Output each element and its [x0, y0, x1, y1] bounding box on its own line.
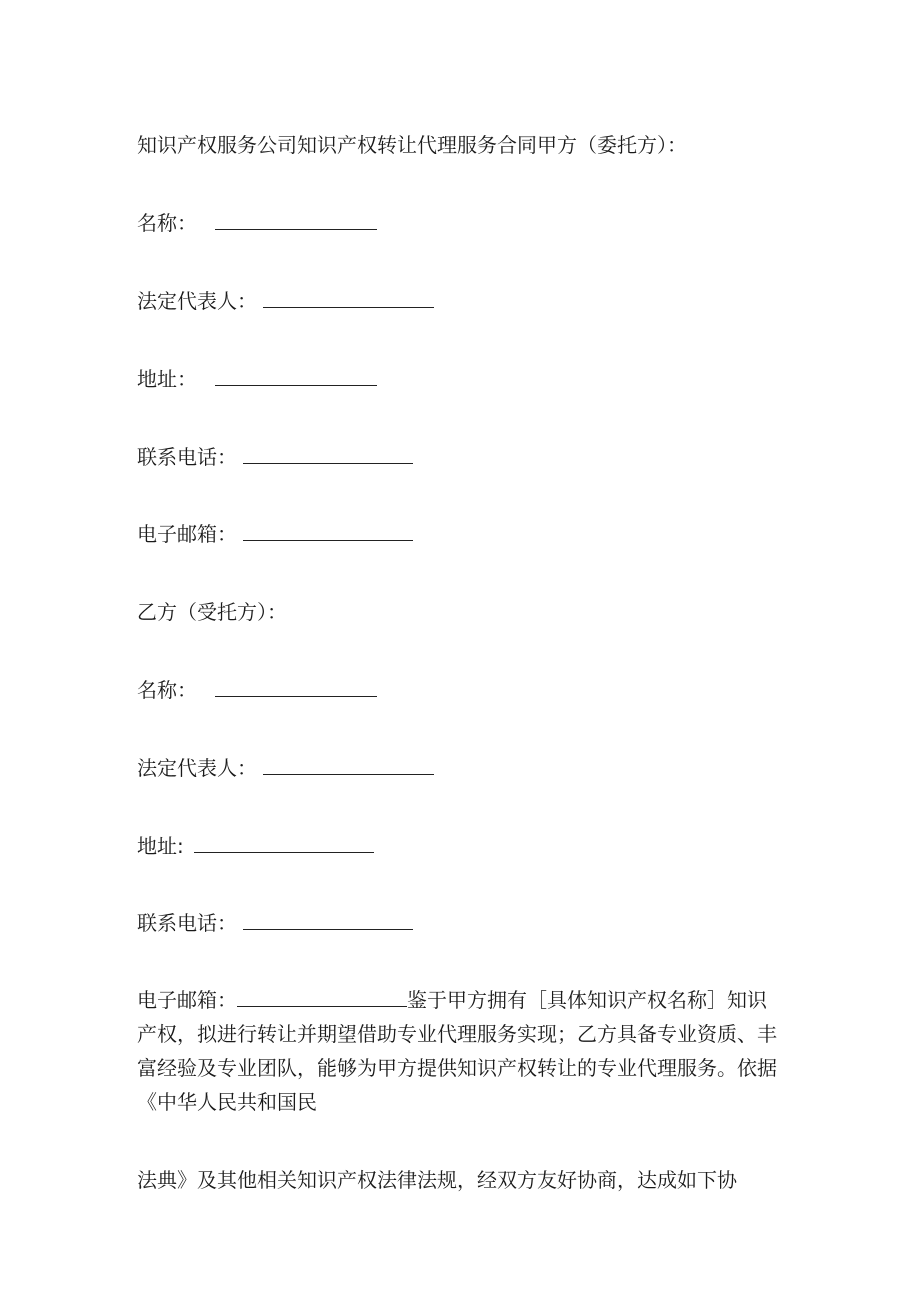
recital-line-1-text: 鉴于甲方拥有［具体知识产权名称］知识: [407, 988, 767, 1012]
party-a-address-row: [137, 367, 377, 391]
party-a-name-row: [137, 211, 377, 235]
recital-line-3: 富经验及专业团队，能够为甲方提供知识产权转让的专业代理服务。依据: [137, 1056, 777, 1080]
party-b-address-label: 地址:: [137, 834, 184, 858]
contract-title: [137, 133, 687, 157]
party-a-phone-label: 联系电话：: [137, 445, 237, 469]
recital-continuation: [137, 1168, 737, 1192]
party-b-rep-field[interactable]: [263, 758, 434, 775]
party-a-email-row: [137, 522, 413, 546]
party-a-email-field[interactable]: [243, 524, 413, 541]
recital-paragraph: [137, 983, 787, 1119]
party-a-address-field[interactable]: [215, 369, 377, 386]
party-b-address-row: [137, 834, 374, 858]
party-b-heading: [137, 600, 287, 624]
party-a-rep-field[interactable]: [263, 291, 434, 308]
party-a-name-field[interactable]: [215, 213, 377, 230]
party-a-rep-label: 法定代表人：: [137, 289, 257, 313]
party-b-heading-text: 乙方（受托方）：: [137, 600, 287, 624]
party-a-email-label: 电子邮箱：: [137, 522, 237, 546]
party-a-rep-row: [137, 289, 434, 313]
party-b-name-label: 名称：: [137, 678, 197, 702]
party-b-name-field[interactable]: [215, 680, 377, 697]
party-b-email-label: 电子邮箱：: [137, 988, 237, 1012]
party-b-address-field[interactable]: [194, 836, 374, 853]
party-b-rep-label: 法定代表人：: [137, 756, 257, 780]
party-a-phone-row: [137, 445, 413, 469]
party-a-phone-field[interactable]: [243, 447, 413, 464]
party-b-rep-row: [137, 756, 434, 780]
recital-line-1: [137, 983, 787, 1017]
party-b-name-row: [137, 678, 377, 702]
party-b-phone-label: 联系电话：: [137, 911, 237, 935]
recital-line-5: 法典》及其他相关知识产权法律法规，经双方友好协商，达成如下协: [137, 1168, 737, 1192]
recital-line-2: 产权，拟进行转让并期望借助专业代理服务实现；乙方具备专业资质、丰: [137, 1022, 777, 1046]
party-b-phone-field[interactable]: [243, 913, 413, 930]
party-a-name-label: 名称：: [137, 211, 197, 235]
party-a-address-label: 地址：: [137, 367, 197, 391]
contract-title-text: 知识产权服务公司知识产权转让代理服务合同甲方（委托方）：: [137, 133, 687, 157]
recital-line-4: 《中华人民共和国民: [137, 1090, 317, 1114]
party-b-email-field[interactable]: [237, 990, 407, 1007]
party-b-phone-row: [137, 911, 413, 935]
